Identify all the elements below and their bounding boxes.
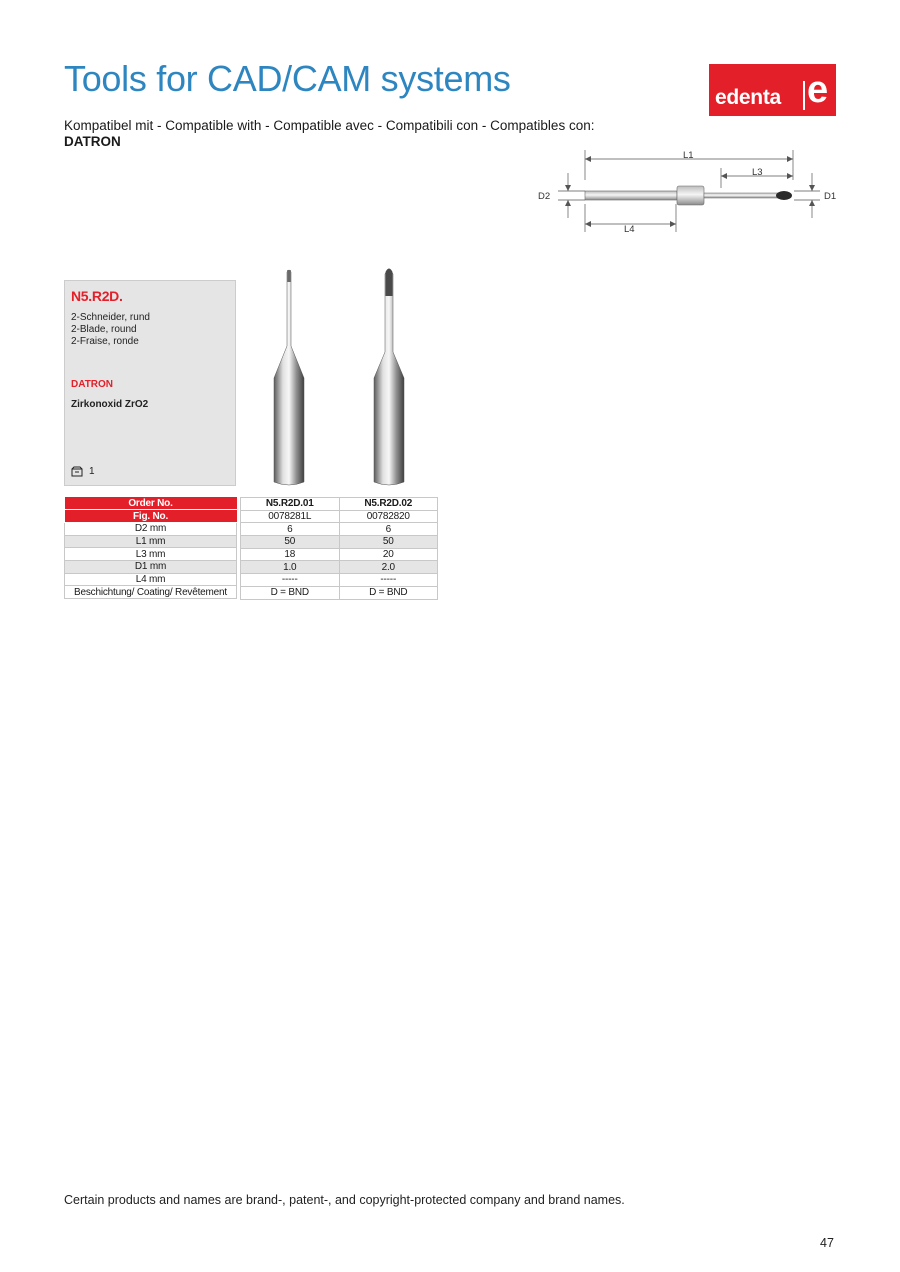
trademark-note: Certain products and names are brand-, patent-, and copyright-protected company and brand names. [64,1193,625,1207]
tool-dimension-diagram [532,146,842,238]
value-cell: 1.0 [241,561,340,574]
table-row [241,498,438,511]
fig-number-cell: 00782820 [339,510,438,523]
page-title: Tools for CAD/CAM systems [64,58,511,99]
compatible-system: DATRON [64,134,121,149]
product-material: Zirkonoxid ZrO2 [71,399,149,410]
value-cell: 6 [241,523,340,536]
value-cell: ----- [339,574,438,587]
package-icon [71,466,83,477]
table-row [241,586,438,599]
label-l3: L3 [752,167,763,178]
table-row [65,535,237,548]
label-cell: L3 mm [65,548,237,561]
product-descriptions [71,312,150,348]
spec-value-table [240,497,438,600]
edenta-logo [709,64,836,116]
label-cell: D1 mm [65,560,237,573]
label-cell: L4 mm [65,573,237,586]
table-row [65,548,237,561]
product-info-card [64,280,236,486]
value-cell: 20 [339,548,438,561]
table-row [241,548,438,561]
value-cell: 18 [241,548,340,561]
table-row [65,522,237,535]
label-l4: L4 [624,224,635,235]
coating-cell: D = BND [339,586,438,599]
page-number: 47 [820,1236,834,1250]
table-row [241,523,438,536]
value-cell: 2.0 [339,561,438,574]
table-row [241,536,438,549]
pack-info [71,466,95,477]
product-image-n5r2d02 [368,266,410,488]
table-row [65,586,237,599]
label-l1: L1 [683,150,694,161]
description-fr: 2-Fraise, ronde [71,336,139,347]
table-row [65,497,237,510]
table-row [241,510,438,523]
description-en: 2-Blade, round [71,324,137,335]
logo-mark: e [807,69,829,111]
table-row [241,574,438,587]
label-d2: D2 [538,191,551,202]
order-number-cell: N5.R2D.01 [241,498,340,511]
table-row [241,561,438,574]
value-cell: 50 [241,536,340,549]
label-cell: Order No. [65,497,237,510]
order-number-cell: N5.R2D.02 [339,498,438,511]
pack-quantity: 1 [89,466,95,477]
fig-number-cell: 0078281L [241,510,340,523]
label-cell: Beschichtung/ Coating/ Revêtement [65,586,237,599]
value-cell: 50 [339,536,438,549]
table-row [65,560,237,573]
compatibility-line: Kompatibel mit - Compatible with - Compatible avec - Compatibili con - Compatibles con: [64,118,595,133]
label-cell: Fig. No. [65,510,237,523]
table-row [65,510,237,523]
coating-cell: D = BND [241,586,340,599]
table-row [65,573,237,586]
description-de: 2-Schneider, rund [71,312,150,323]
logo-wordmark: edenta [715,86,781,109]
product-code: N5.R2D. [71,288,123,304]
label-cell: D2 mm [65,522,237,535]
product-brand: DATRON [71,379,114,390]
label-cell: L1 mm [65,535,237,548]
value-cell: 6 [339,523,438,536]
product-image-n5r2d01 [268,266,310,488]
value-cell: ----- [241,574,340,587]
label-d1: D1 [824,191,837,202]
logo-separator [803,81,805,110]
spec-label-table [64,497,237,599]
